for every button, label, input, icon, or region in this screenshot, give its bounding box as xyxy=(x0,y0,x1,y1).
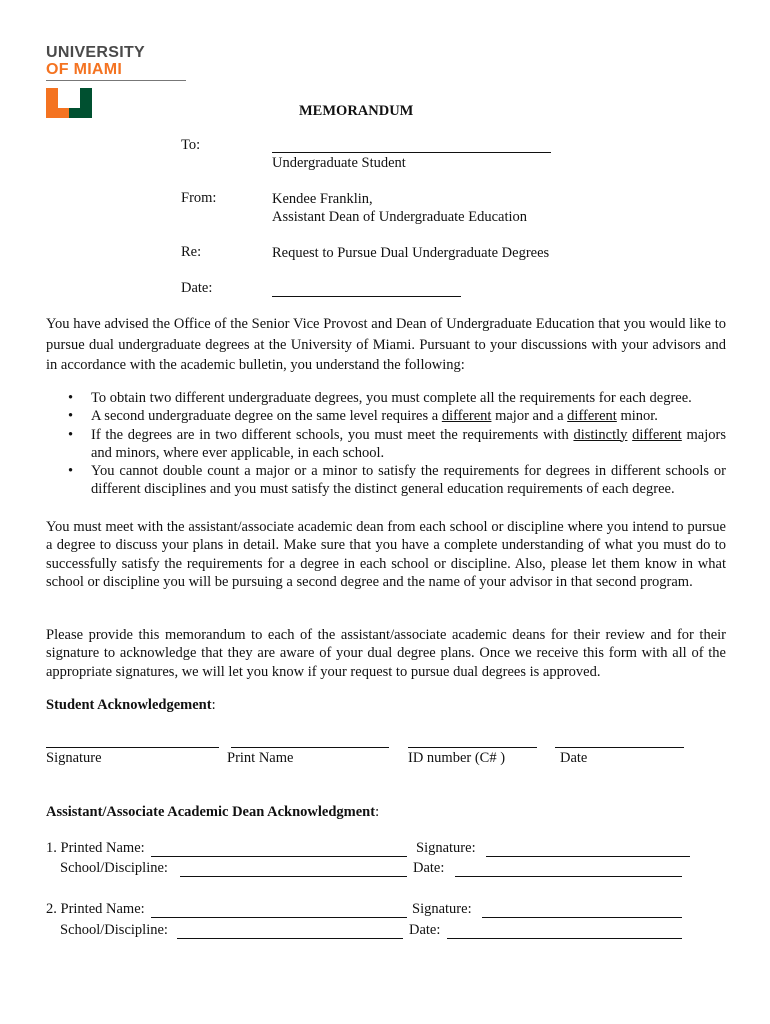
logo-of-miami-text: OF MIAMI xyxy=(46,61,123,78)
requirements-list xyxy=(46,389,726,499)
memo-title: MEMORANDUM xyxy=(299,103,414,119)
id-number-label: ID number (C# ) xyxy=(408,750,506,766)
dean1-printed-name-label: 1. Printed Name: xyxy=(46,840,145,856)
list-item: • You cannot double count a major or a minor to satisfy the requirements for degrees in different schools or different disciplines and you must satisfy the distinct general education requirements of each degree. xyxy=(68,463,726,498)
university-u-logo-icon xyxy=(46,88,92,118)
from-label: From: xyxy=(181,190,217,206)
dean1-date-line[interactable] xyxy=(455,876,682,877)
dean2-signature-line[interactable] xyxy=(482,917,682,918)
re-label: Re: xyxy=(181,244,202,260)
signature-label: Signature xyxy=(46,750,102,766)
dean2-school-line[interactable] xyxy=(177,938,403,939)
logo-university-text: UNIVERSITY xyxy=(46,44,146,61)
student-id-line[interactable] xyxy=(408,747,537,748)
from-name: Kendee Franklin, xyxy=(272,191,373,207)
to-blank-line[interactable] xyxy=(272,136,551,153)
list-item: • To obtain two different undergraduate degrees, you must complete all the requirements for each degree. xyxy=(68,390,692,406)
student-date-line[interactable] xyxy=(555,747,684,748)
re-value: Request to Pursue Dual Undergraduate Degrees xyxy=(272,245,550,261)
submission-paragraph: Please provide this memorandum to each of the assistant/associate academic deans for their review and for their signature to acknowledge that they are aware of your dual degree plans. Once we receive this form with all of the appropriate signatures, we will let you know if your request to pursue dual degrees is approved. xyxy=(46,627,726,680)
dean1-school-label: School/Discipline: xyxy=(60,860,168,876)
dean-ack-heading: Assistant/Associate Academic Dean Acknowledgment: xyxy=(46,804,380,820)
student-print-name-line[interactable] xyxy=(231,747,389,748)
intro-paragraph: You have advised the Office of the Senior Vice Provost and Dean of Undergraduate Education that you would like to pursue dual undergraduate degrees at the University of Miami. Pursuant to your discussions with your advisors and in accordance with the academic bulletin, you understand the following: xyxy=(46,316,726,373)
dean2-school-label: School/Discipline: xyxy=(60,922,168,938)
dean1-signature-line[interactable] xyxy=(486,856,690,857)
list-item: • A second undergraduate degree on the same level requires a different major and a different minor. xyxy=(68,408,658,425)
dean2-signature-label: Signature: xyxy=(412,901,472,917)
dean1-date-label: Date: xyxy=(413,860,445,876)
to-label: To: xyxy=(181,137,201,153)
student-signature-line[interactable] xyxy=(46,747,219,748)
dean2-printed-name-line[interactable] xyxy=(151,917,407,918)
print-name-label: Print Name xyxy=(227,750,294,766)
meeting-paragraph: You must meet with the assistant/associate academic dean from each school or discipline where you intend to pursue a degree to discuss your plans in detail. Make sure that you have a complete understanding of what you must do to successfully satisfy the requirements for a degree in each school or discipline. Also, please let them know in what school or discipline you will be pursuing a second degree and the name of your advisor in that second program. xyxy=(46,519,726,590)
date-label: Date: xyxy=(181,280,213,296)
dean2-printed-name-label: 2. Printed Name: xyxy=(46,901,145,917)
logo-divider xyxy=(46,80,186,81)
list-item: • If the degrees are in two different schools, you must meet the requirements with distinctly different majors and minors, where ever applicable, in each school. xyxy=(68,426,726,461)
dean1-signature-label: Signature: xyxy=(416,840,476,856)
student-ack-heading: Student Acknowledgement: xyxy=(46,697,216,713)
date-label: Date xyxy=(560,750,588,766)
dean1-school-line[interactable] xyxy=(180,876,407,877)
from-title: Assistant Dean of Undergraduate Education xyxy=(272,209,528,225)
dean2-date-line[interactable] xyxy=(447,938,682,939)
dean1-printed-name-line[interactable] xyxy=(151,856,407,857)
date-blank-line[interactable] xyxy=(272,280,461,297)
to-value: Undergraduate Student xyxy=(272,155,406,171)
dean2-date-label: Date: xyxy=(409,922,441,938)
